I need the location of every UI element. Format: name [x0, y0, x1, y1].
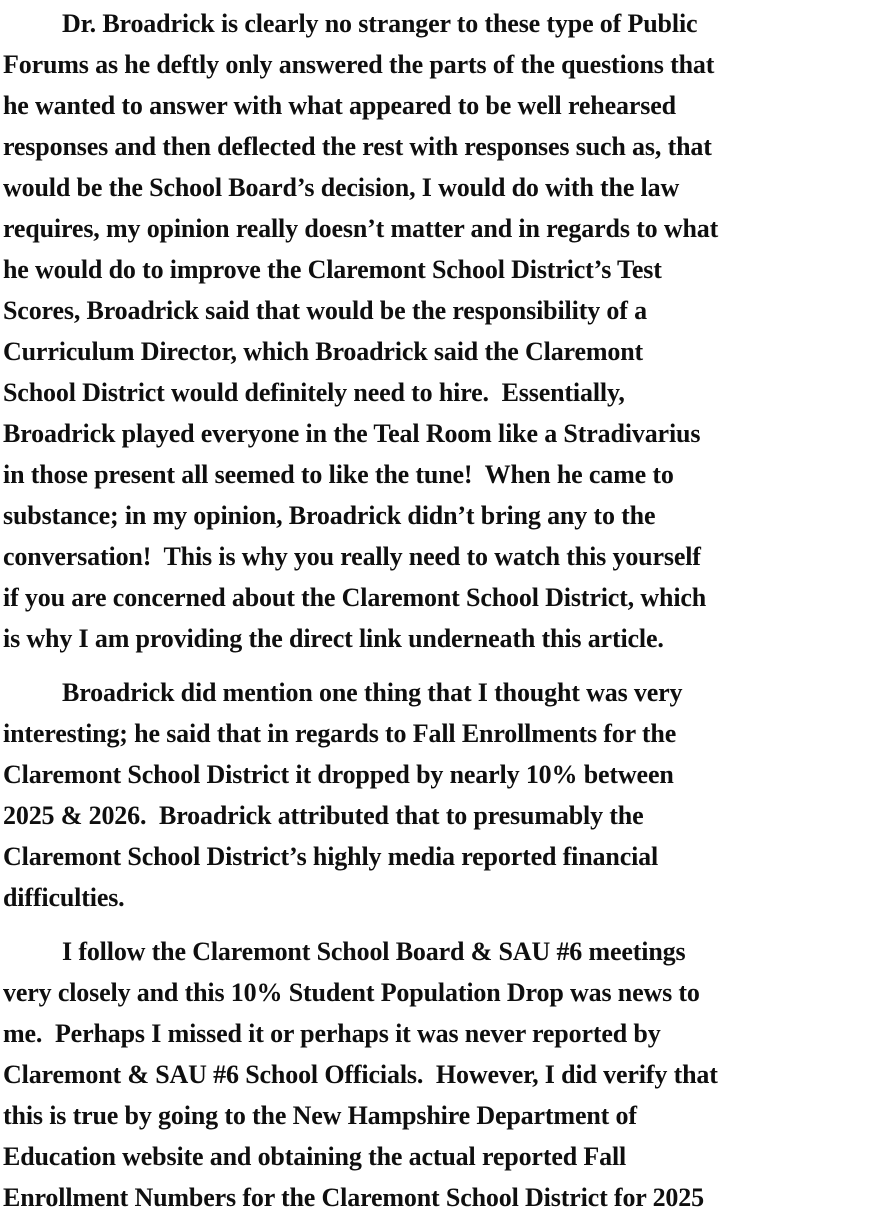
- text-line: I follow the Claremont School Board & SAU #6 meetings: [62, 937, 686, 966]
- text-line: Education website and obtaining the actual reported Fall: [3, 1142, 627, 1171]
- text-line: if you are concerned about the Claremont School District, which: [3, 583, 707, 612]
- text-line: responses and then deflected the rest with responses such as, that: [3, 132, 712, 161]
- text-line: School District would definitely need to hire. Essentially,: [3, 378, 625, 407]
- text-line: Dr. Broadrick is clearly no stranger to these type of Public: [62, 9, 698, 38]
- paragraph-1: [3, 3, 880, 659]
- text-line: Scores, Broadrick said that would be the responsibility of a: [3, 296, 647, 325]
- text-line: Broadrick played everyone in the Teal Room like a Stradivarius: [3, 419, 701, 448]
- text-line: conversation! This is why you really need to watch this yourself: [3, 542, 701, 571]
- text-line: difficulties.: [3, 883, 125, 912]
- text-line: Claremont School District’s highly media reported financial: [3, 842, 659, 871]
- text-line: interesting; he said that in regards to Fall Enrollments for the: [3, 719, 677, 748]
- paragraph-3: [3, 931, 880, 1218]
- text-line: would be the School Board’s decision, I would do with the law: [3, 173, 680, 202]
- text-line: me. Perhaps I missed it or perhaps it was never reported by: [3, 1019, 661, 1048]
- text-line: Broadrick did mention one thing that I thought was very: [62, 678, 683, 707]
- text-line: this is true by going to the New Hampshire Department of: [3, 1101, 637, 1130]
- text-line: Forums as he deftly only answered the parts of the questions that: [3, 50, 715, 79]
- text-line: substance; in my opinion, Broadrick didn’t bring any to the: [3, 501, 656, 530]
- text-line: Enrollment Numbers for the Claremont School District for 2025: [3, 1183, 704, 1212]
- text-line: Claremont & SAU #6 School Officials. However, I did verify that: [3, 1060, 718, 1089]
- text-line: very closely and this 10% Student Population Drop was news to: [3, 978, 700, 1007]
- text-line: he wanted to answer with what appeared to be well rehearsed: [3, 91, 676, 120]
- text-line: requires, my opinion really doesn’t matter and in regards to what: [3, 214, 719, 243]
- text-line: he would do to improve the Claremont School District’s Test: [3, 255, 662, 284]
- text-line: in those present all seemed to like the tune! When he came to: [3, 460, 674, 489]
- text-line: is why I am providing the direct link underneath this article.: [3, 624, 664, 653]
- text-line: 2025 & 2026. Broadrick attributed that to presumably the: [3, 801, 644, 830]
- text-line: Claremont School District it dropped by nearly 10% between: [3, 760, 674, 789]
- text-line: Curriculum Director, which Broadrick said the Claremont: [3, 337, 644, 366]
- paragraph-2: [3, 672, 880, 918]
